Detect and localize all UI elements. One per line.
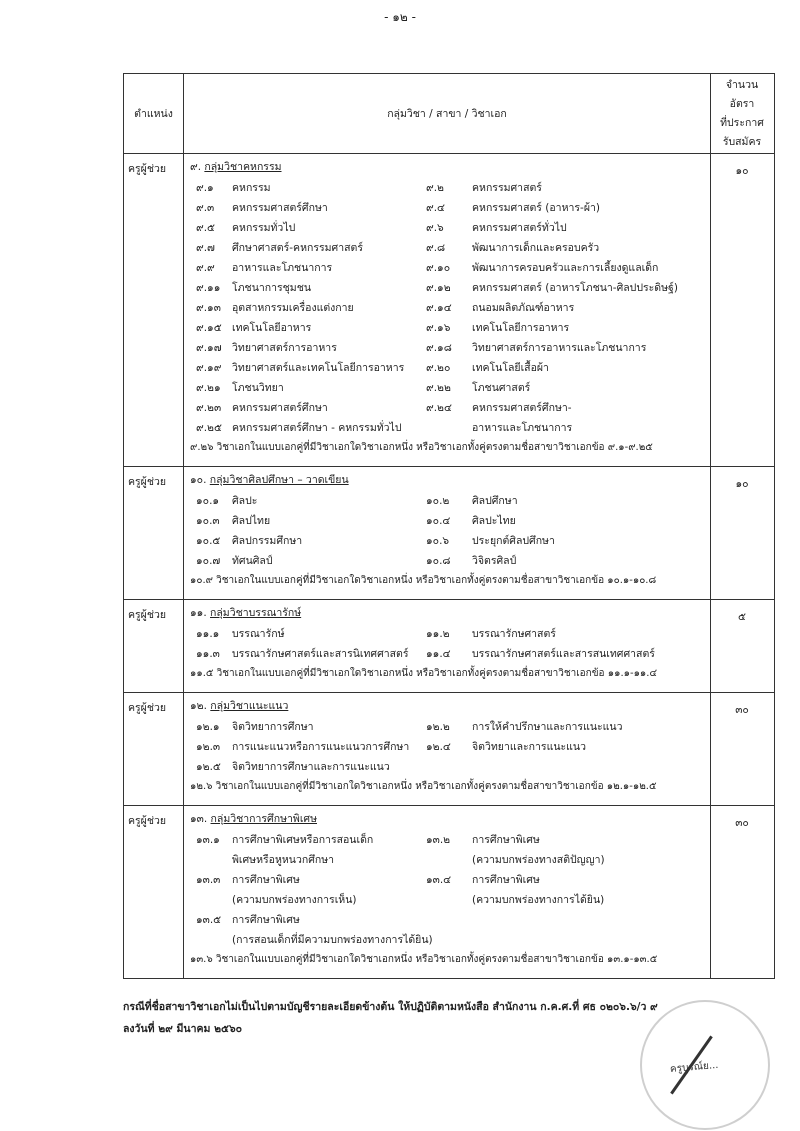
major-number: ๑๓.๓ xyxy=(196,874,221,886)
count-cell: ๓๐ xyxy=(735,817,749,829)
major-number: ๙.๒๕ xyxy=(196,422,222,434)
major-name: ประยุกต์ศิลปศึกษา xyxy=(472,535,555,547)
major-name: ศิลปะ xyxy=(232,495,258,507)
major-row xyxy=(190,398,710,418)
major-name: (ความบกพร่องทางสติปัญญา) xyxy=(472,854,605,866)
major-row xyxy=(190,890,710,910)
subject-cell xyxy=(184,467,711,599)
header-count-line: อัตรา xyxy=(729,97,755,110)
major-name: อาหารและโภชนาการ xyxy=(472,422,573,434)
major-number: ๑๐.๘ xyxy=(426,555,451,567)
major-number: ๙.๙ xyxy=(196,262,215,274)
major-name: คหกรรมศาสตร์ทั่วไป xyxy=(472,222,567,234)
table-section xyxy=(124,600,774,693)
major-number xyxy=(426,757,472,777)
major-row xyxy=(190,757,710,777)
position-cell: ครูผู้ช่วย xyxy=(124,600,184,692)
major-number: ๙.๒๒ xyxy=(426,382,451,394)
major-name: คหกรรมศาสตร์ (อาหาร-ผ้า) xyxy=(472,202,600,214)
group-number: ๑๒. xyxy=(190,700,207,712)
major-row xyxy=(190,418,710,438)
dual-major-note: ๑๑.๕ วิชาเอกในแบบเอกคู่ที่มีวิชาเอกใดวิชาเอกหนึ่ง หรือวิชาเอกทั้งคู่ตรงตามชื่อสาขาวิชาเอกข้อ ๑๑.๑-๑๑.๔ xyxy=(190,668,658,679)
major-name: พัฒนาการครอบครัวและการเลี้ยงดูแลเด็ก xyxy=(472,262,659,274)
major-number: ๙.๑๕ xyxy=(196,322,222,334)
major-number xyxy=(426,850,472,870)
major-name: จิตวิทยาการศึกษาและการแนะแนว xyxy=(232,761,390,773)
major-name: คหกรรมศาสตร์ (อาหารโภชนา-ศิลปประดิษฐ์) xyxy=(472,282,678,294)
major-number: ๑๑.๔ xyxy=(426,648,451,660)
major-name: วิทยาศาสตร์และเทคโนโลยีการอาหาร xyxy=(232,362,405,374)
subject-table xyxy=(123,73,775,979)
major-name: เทคโนโลยีการอาหาร xyxy=(472,322,570,334)
major-number xyxy=(190,930,232,950)
major-row xyxy=(190,198,710,218)
major-name: (ความบกพร่องทางการเห็น) xyxy=(232,894,357,906)
major-number: ๙.๒๓ xyxy=(196,402,222,414)
major-row xyxy=(190,378,710,398)
position-cell: ครูผู้ช่วย xyxy=(124,693,184,805)
major-number xyxy=(426,910,472,930)
header-count xyxy=(711,74,773,153)
position-cell: ครูผู้ช่วย xyxy=(124,467,184,599)
major-row xyxy=(190,910,710,930)
major-row xyxy=(190,850,710,870)
major-name: การให้คำปรึกษาและการแนะแนว xyxy=(472,721,623,733)
major-row xyxy=(190,338,710,358)
major-name: การศึกษาพิเศษ xyxy=(232,914,300,926)
major-name: คหกรรมทั่วไป xyxy=(232,222,296,234)
major-number: ๙.๘ xyxy=(426,242,446,254)
major-row xyxy=(190,717,710,737)
table-section xyxy=(124,154,774,467)
signature: ครูบูรณ์ย... xyxy=(669,1059,719,1076)
subject-cell xyxy=(184,806,711,978)
major-number: ๙.๒ xyxy=(426,182,444,194)
major-number xyxy=(426,890,472,910)
major-number: ๑๐.๕ xyxy=(196,535,221,547)
header-position: ตำแหน่ง xyxy=(124,74,184,153)
major-number: ๑๐.๑ xyxy=(196,495,220,507)
major-number: ๑๐.๗ xyxy=(196,555,221,567)
group-title xyxy=(190,471,710,491)
count-cell: ๕ xyxy=(738,611,746,623)
table-section xyxy=(124,693,774,806)
major-name: ศิลปไทย xyxy=(232,515,271,527)
position-cell: ครูผู้ช่วย xyxy=(124,154,184,466)
major-row xyxy=(190,358,710,378)
major-name: คหกรรมศาสตร์ xyxy=(472,182,542,194)
major-row xyxy=(190,737,710,757)
major-name: คหกรรม xyxy=(232,182,271,194)
major-row xyxy=(190,531,710,551)
major-number: ๑๓.๒ xyxy=(426,834,451,846)
major-number: ๙.๑๓ xyxy=(196,302,221,314)
major-name: ทัศนศิลป์ xyxy=(232,555,273,567)
table-section xyxy=(124,806,774,978)
major-number: ๑๐.๔ xyxy=(426,515,451,527)
major-row xyxy=(190,644,710,664)
major-number: ๑๐.๓ xyxy=(196,515,220,527)
major-name: บรรณารักษศาสตร์และสารนิเทศศาสตร์ xyxy=(232,648,409,660)
major-number: ๙.๔ xyxy=(426,202,445,214)
dual-major-note: ๑๒.๖ วิชาเอกในแบบเอกคู่ที่มีวิชาเอกใดวิชาเอกหนึ่ง หรือวิชาเอกทั้งคู่ตรงตามชื่อสาขาวิชาเอกข้อ ๑๒.๑-๑๒.๕ xyxy=(190,781,657,792)
major-number: ๙.๑๗ xyxy=(196,342,222,354)
subject-cell xyxy=(184,693,711,805)
group-title xyxy=(190,604,710,624)
major-number: ๙.๒๔ xyxy=(426,402,452,414)
major-number xyxy=(190,890,232,910)
major-number xyxy=(190,850,232,870)
major-number: ๙.๑ xyxy=(196,182,214,194)
major-row xyxy=(190,178,710,198)
major-number: ๙.๒๐ xyxy=(426,362,451,374)
major-number: ๑๑.๒ xyxy=(426,628,450,640)
group-number: ๑๓. xyxy=(190,813,208,825)
major-number: ๙.๑๙ xyxy=(196,362,222,374)
major-number: ๑๒.๕ xyxy=(196,761,221,773)
major-row xyxy=(190,218,710,238)
major-name: โภชนวิทยา xyxy=(232,382,284,394)
header-count-line: ที่ประกาศ xyxy=(720,116,764,129)
major-number: ๑๑.๑ xyxy=(196,628,220,640)
subject-cell xyxy=(184,154,711,466)
major-name: การศึกษาพิเศษ xyxy=(472,874,540,886)
header-count-line: จำนวน xyxy=(725,78,759,91)
major-row xyxy=(190,298,710,318)
group-name: กลุ่มวิชาคหกรรม xyxy=(204,161,282,173)
table-header xyxy=(124,74,774,154)
major-number: ๑๐.๖ xyxy=(426,535,450,547)
major-name: (การสอนเด็กที่มีความบกพร่องทางการได้ยิน) xyxy=(232,934,433,946)
group-name: กลุ่มวิชาศิลปศึกษา – วาดเขียน xyxy=(209,474,349,486)
major-row xyxy=(190,318,710,338)
major-number: ๙.๑๒ xyxy=(426,282,451,294)
major-name: โภชนศาสตร์ xyxy=(472,382,531,394)
major-name: คหกรรมศาสตร์ศึกษา - คหกรรมทั่วไป xyxy=(232,422,402,434)
major-name: จิตวิทยาและการแนะแนว xyxy=(472,741,586,753)
major-row xyxy=(190,278,710,298)
major-name: ศิลปกรรมศึกษา xyxy=(232,535,303,547)
major-name: บรรณารักษ์ xyxy=(232,628,285,640)
dual-major-note: ๑๓.๖ วิชาเอกในแบบเอกคู่ที่มีวิชาเอกใดวิชาเอกหนึ่ง หรือวิชาเอกทั้งคู่ตรงตามชื่อสาขาวิชาเอกข้อ ๑๓.๑-๑๓.๕ xyxy=(190,954,658,965)
major-number: ๑๐.๒ xyxy=(426,495,450,507)
major-name: ศิลปะไทย xyxy=(472,515,516,527)
major-number: ๙.๑๐ xyxy=(426,262,451,274)
major-name: พิเศษหรือหูหนวกศึกษา xyxy=(232,854,335,866)
group-number: ๑๐. xyxy=(190,474,207,486)
major-number: ๙.๖ xyxy=(426,222,444,234)
group-number: ๑๑. xyxy=(190,607,207,619)
major-name: พัฒนาการเด็กและครอบครัว xyxy=(472,242,600,254)
major-number: ๑๑.๓ xyxy=(196,648,220,660)
major-number: ๙.๑๘ xyxy=(426,342,452,354)
major-name: เทคโนโลยีอาหาร xyxy=(232,322,312,334)
major-row xyxy=(190,258,710,278)
major-row xyxy=(190,930,710,950)
major-name: บรรณารักษศาสตร์และสารสนเทศศาสตร์ xyxy=(472,648,655,660)
dual-major-note: ๑๐.๙ วิชาเอกในแบบเอกคู่ที่มีวิชาเอกใดวิชาเอกหนึ่ง หรือวิชาเอกทั้งคู่ตรงตามชื่อสาขาวิชาเอกข้อ ๑๐.๑-๑๐.๘ xyxy=(190,575,657,586)
group-number: ๙. xyxy=(190,161,202,173)
count-cell: ๑๐ xyxy=(735,478,749,490)
major-name: ศึกษาศาสตร์-คหกรรมศาสตร์ xyxy=(232,242,363,254)
major-number: ๙.๕ xyxy=(196,222,215,234)
header-count-line: รับสมัคร xyxy=(722,135,762,148)
major-number: ๑๓.๕ xyxy=(196,914,222,926)
group-name: กลุ่มวิชาบรรณารักษ์ xyxy=(210,607,302,619)
major-row xyxy=(190,830,710,850)
major-row xyxy=(190,624,710,644)
major-name: วิจิตรศิลป์ xyxy=(472,555,517,567)
major-row xyxy=(190,238,710,258)
count-cell: ๑๐ xyxy=(735,165,749,177)
footer-note: กรณีที่ชื่อสาขาวิชาเอกไม่เป็นไปตามบัญชีรายละเอียดข้างต้น ให้ปฏิบัติตามหนังสือ สำนักงาน ก.ค.ศ.ที่ ศธ ๐๒๐๖.๖/ว ๙ xyxy=(123,1001,658,1013)
major-name: (ความบกพร่องทางการได้ยิน) xyxy=(472,894,605,906)
major-name: คหกรรมศาสตร์ศึกษา- xyxy=(472,402,572,414)
major-name: บรรณารักษศาสตร์ xyxy=(472,628,556,640)
footer-date: ลงวันที่ ๒๙ มีนาคม ๒๕๖๐ xyxy=(123,1023,243,1035)
major-number: ๙.๓ xyxy=(196,202,215,214)
major-number: ๙.๒๑ xyxy=(196,382,221,394)
page-number: - ๑๒ - xyxy=(384,10,416,24)
major-name: การแนะแนวหรือการแนะแนวการศึกษา xyxy=(232,741,410,753)
major-name: เทคโนโลยีเสื้อผ้า xyxy=(472,362,549,374)
table-section xyxy=(124,467,774,600)
major-number: ๑๓.๑ xyxy=(196,834,220,846)
major-name: การศึกษาพิเศษหรือการสอนเด็ก xyxy=(232,834,374,846)
major-number xyxy=(426,930,472,950)
major-number: ๙.๑๑ xyxy=(196,282,221,294)
group-name: กลุ่มวิชาการศึกษาพิเศษ xyxy=(210,813,317,825)
major-name: การศึกษาพิเศษ xyxy=(472,834,540,846)
major-number: ๙.๗ xyxy=(196,242,215,254)
subject-cell xyxy=(184,600,711,692)
dual-major-note: ๙.๒๖ วิชาเอกในแบบเอกคู่ที่มีวิชาเอกใดวิชาเอกหนึ่ง หรือวิชาเอกทั้งคู่ตรงตามชื่อสาขาวิชาเอกข้อ ๙.๑-๙.๒๕ xyxy=(190,442,653,453)
major-name: อุตสาหกรรมเครื่องแต่งกาย xyxy=(232,302,354,314)
position-cell: ครูผู้ช่วย xyxy=(124,806,184,978)
major-number: ๑๒.๒ xyxy=(426,721,450,733)
major-row xyxy=(190,511,710,531)
major-name: โภชนาการชุมชน xyxy=(232,282,312,294)
major-name: การศึกษาพิเศษ xyxy=(232,874,300,886)
major-row xyxy=(190,870,710,890)
group-title xyxy=(190,697,710,717)
group-name: กลุ่มวิชาแนะแนว xyxy=(210,700,289,712)
major-name: จิตวิทยาการศึกษา xyxy=(232,721,314,733)
major-number xyxy=(426,418,472,438)
major-number: ๙.๑๖ xyxy=(426,322,451,334)
group-title xyxy=(190,158,710,178)
major-number: ๑๒.๓ xyxy=(196,741,221,753)
major-name: ศิลปศึกษา xyxy=(472,495,518,507)
major-number: ๑๒.๑ xyxy=(196,721,220,733)
header-subject: กลุ่มวิชา / สาขา / วิชาเอก xyxy=(184,74,711,153)
count-cell: ๓๐ xyxy=(735,704,749,716)
major-number: ๙.๑๔ xyxy=(426,302,452,314)
major-number: ๑๒.๔ xyxy=(426,741,451,753)
major-name: วิทยาศาสตร์การอาหารและโภชนาการ xyxy=(472,342,647,354)
major-name: อาหารและโภชนาการ xyxy=(232,262,333,274)
major-row xyxy=(190,491,710,511)
group-title xyxy=(190,810,710,830)
major-row xyxy=(190,551,710,571)
major-name: วิทยาศาสตร์การอาหาร xyxy=(232,342,337,354)
major-name: คหกรรมศาสตร์ศึกษา xyxy=(232,202,328,214)
major-number: ๑๓.๔ xyxy=(426,874,452,886)
major-name: ถนอมผลิตภัณฑ์อาหาร xyxy=(472,302,575,314)
major-name: คหกรรมศาสตร์ศึกษา xyxy=(232,402,328,414)
